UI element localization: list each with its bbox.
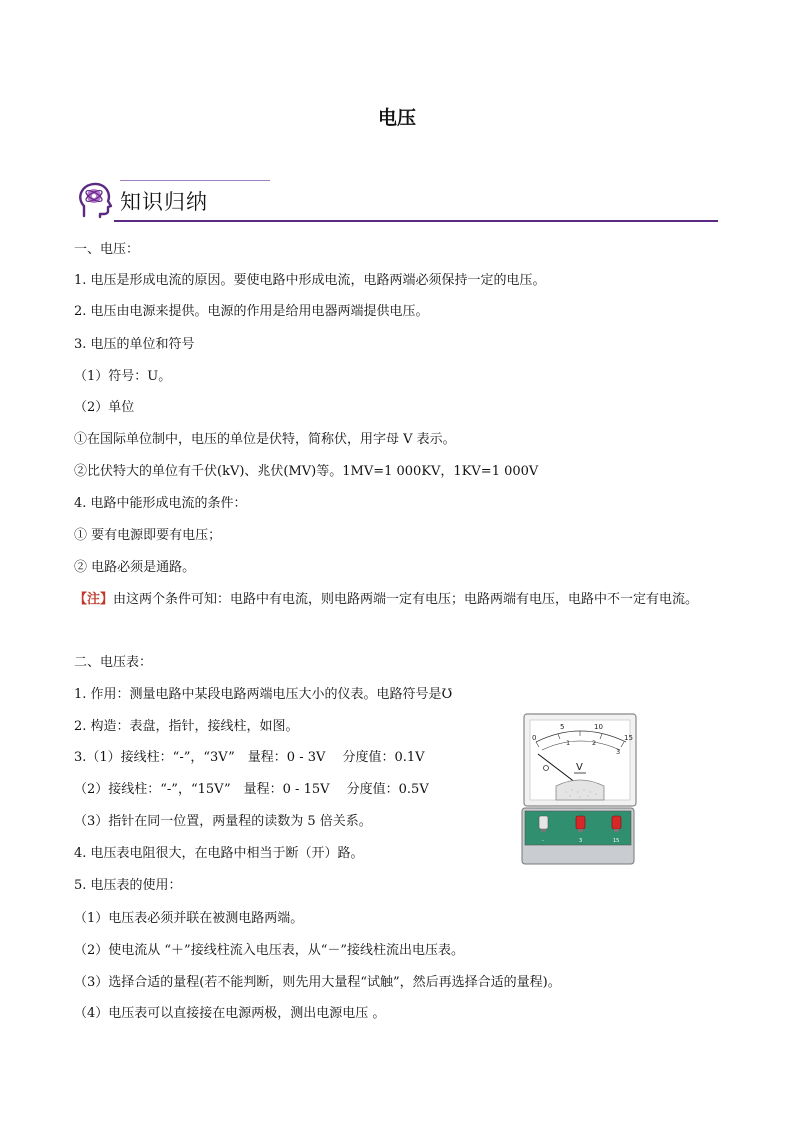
terminal-label: 15 <box>613 838 620 844</box>
text-line: （3）指针在同一位置，两量程的读数为 5 倍关系。 <box>74 814 372 829</box>
text-line: 2. 电压由电源来提供。电源的作用是给用电器两端提供电压。 <box>74 304 429 319</box>
text-line: （1）符号：U。 <box>74 369 172 384</box>
terminal-label: - <box>542 838 544 844</box>
page-title: 电压 <box>377 107 416 129</box>
text-line: ①在国际单位制中，电压的单位是伏特，简称伏，用字母 V 表示。 <box>74 432 456 447</box>
section-heading: 知识归纳 <box>120 190 208 214</box>
text-line: 一、电压： <box>74 242 140 257</box>
text-line: ②比伏特大的单位有千伏(kV)、兆伏(MV)等。1MV=1 000KV，1KV=1 000V <box>74 464 539 479</box>
unit-label: V <box>576 762 583 773</box>
inner-scale-label: 1 <box>566 739 571 747</box>
section-header <box>76 178 718 222</box>
outer-scale-label: 5 <box>560 723 565 731</box>
text-line: （3）选择合适的量程(若不能判断，则先用大量程“试触”，然后再选择合适的量程)。 <box>74 975 561 990</box>
text-line: 2. 构造：表盘，指针，接线柱，如图。 <box>74 719 299 734</box>
outer-scale-label: 0 <box>532 734 537 742</box>
text-line: ① 要有电源即要有电压； <box>74 528 222 543</box>
text-line: 5. 电压表的使用： <box>74 878 182 893</box>
header-top-rule <box>120 180 270 181</box>
text-line: 4. 电路中能形成电流的条件： <box>74 496 247 511</box>
text-line: 3. 电压的单位和符号 <box>74 337 195 352</box>
outer-scale-label: 15 <box>624 734 633 742</box>
text-line: （4）电压表可以直接接在电源两极，测出电源电压 。 <box>74 1006 386 1021</box>
text-line: 二、电压表： <box>74 655 153 670</box>
note-paragraph <box>74 584 724 615</box>
text-line: 4. 电压表电阻很大，在电路中相当于断（开）路。 <box>74 846 364 861</box>
note-text: 由这两个条件可知：电路中有电流，则电路两端一定有电压；电路两端有电压，电路中不一定有电流。 <box>113 592 699 607</box>
note-tag: 【注】 <box>74 592 114 607</box>
brain-head-icon <box>76 180 116 220</box>
text-line: 1. 作用：测量电路中某段电路两端电压大小的仪表。电路符号是Ʊ <box>74 687 453 702</box>
text-line: 3.（1）接线柱：“-”，“3V” 量程：0 - 3V 分度值：0.1V <box>74 750 425 765</box>
text-line: （2）接线柱：“-”，“15V” 量程：0 - 15V 分度值：0.5V <box>74 782 429 797</box>
outer-scale-label: 10 <box>594 723 603 731</box>
terminal-label: 3 <box>579 838 583 844</box>
voltmeter-illustration <box>520 712 640 870</box>
zero-adjust-screw <box>544 766 549 771</box>
text-line: （1）电压表必须并联在被测电路两端。 <box>74 911 304 926</box>
inner-scale-label: 3 <box>616 748 621 756</box>
text-line: （2）单位 <box>74 400 135 415</box>
inner-scale-label: 2 <box>592 739 597 747</box>
text-line: （2）使电流从 “＋”接线柱流入电压表，从“－”接线柱流出电压表。 <box>74 943 464 958</box>
header-underline <box>114 220 718 222</box>
text-line: ② 电路必须是通路。 <box>74 560 196 575</box>
text-line: 1. 电压是形成电流的原因。要使电路中形成电流，电路两端必须保持一定的电压。 <box>74 273 546 288</box>
